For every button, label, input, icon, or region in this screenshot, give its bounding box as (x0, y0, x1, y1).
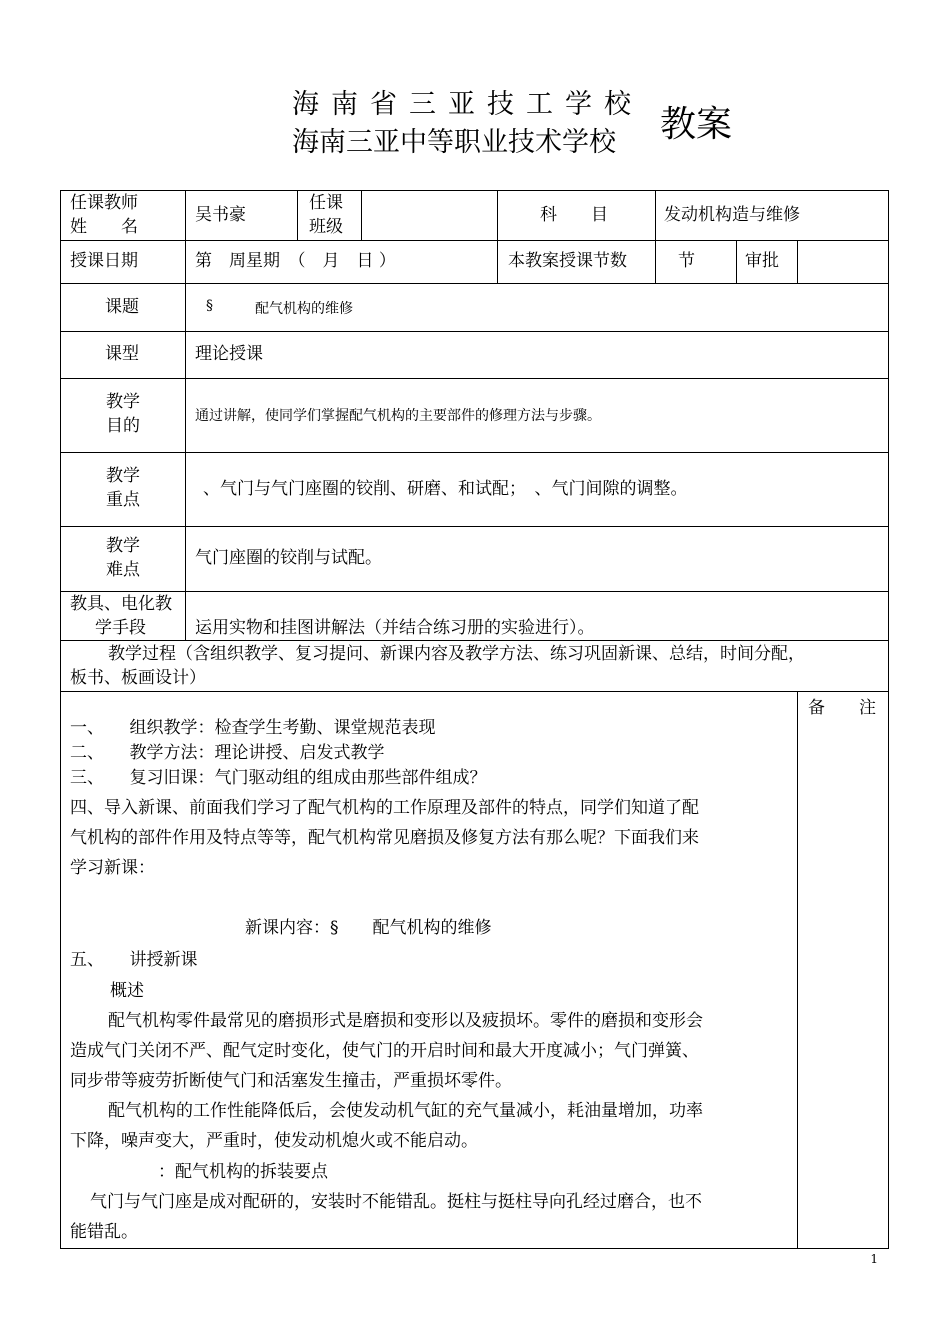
class-label: 任课 (309, 193, 343, 213)
topic-symbol: § (206, 298, 213, 314)
goal-label-2: 目的 (106, 416, 140, 436)
intro-paragraph: 四、导入新课、前面我们学习了配气机构的工作原理及部件的特点，同学们知道了配 (70, 798, 699, 818)
date-value: 第 周星期 （ 月 日 ） (195, 251, 396, 271)
tools-label-2: 学手段 (95, 618, 146, 638)
paragraph: 配气机构零件最常见的磨损形式是磨损和变形以及疲损坏。零件的磨损和变形会 (108, 1011, 703, 1031)
subheading: ：配气机构的拆装要点 (158, 1162, 328, 1182)
difficulty-value: 气门座圈的铰削与试配。 (195, 548, 382, 568)
document-type: 教案 (660, 104, 733, 145)
list-item: 二、 教学方法：理论讲授、启发式教学 (70, 743, 385, 763)
tools-value: 运用实物和挂图讲解法（并结合练习册的实验进行）。 (195, 618, 595, 638)
goal-value: 通过讲解，使同学们掌握配气机构的主要部件的修理方法与步骤。 (195, 408, 601, 424)
remark-label: 备 注 (808, 698, 876, 718)
topic-value: 配气机构的维修 (255, 301, 353, 317)
school-name-line1: 海南省三亚技工学校 (292, 89, 643, 120)
subject-value: 发动机构造与维修 (664, 205, 800, 225)
paragraph: 气门与气门座是成对配研的，安装时不能错乱。挺柱与挺柱导向孔经过磨合，也不 (90, 1192, 702, 1212)
approve-label: 审批 (745, 251, 779, 271)
key-points-label-2: 重点 (106, 490, 140, 510)
teacher-label: 任课教师 (70, 193, 138, 213)
teacher-name: 吴书豪 (195, 205, 246, 225)
lesson-type-label: 课型 (105, 344, 139, 364)
page-number: 1 (870, 1252, 878, 1266)
key-points-label: 教学 (106, 466, 140, 486)
paragraph: 配气机构的工作性能降低后，会使发动机气缸的充气量减小，耗油量增加，功率 (108, 1101, 703, 1121)
school-name-line2: 海南三亚中等职业技术学校 (292, 127, 616, 158)
difficulty-label-2: 难点 (106, 560, 140, 580)
class-label-2: 班级 (309, 217, 343, 237)
lesson-type-value: 理论授课 (195, 344, 263, 364)
section-heading: 五、 讲授新课 (70, 950, 198, 970)
process-heading: 教学过程（含组织教学、复习提问、新课内容及教学方法、练习巩固新课、总结，时间分配， (108, 644, 805, 664)
topic-label: 课题 (105, 297, 139, 317)
periods-unit: 节 (678, 251, 695, 271)
list-item: 一、 组织教学：检查学生考勤、课堂规范表现 (70, 718, 436, 738)
subject-label: 科 目 (540, 205, 608, 225)
overview-heading: 概述 (110, 981, 144, 1001)
intro-paragraph-2: 气机构的部件作用及特点等等，配气机构常见磨损及修复方法有那么呢？下面我们来 (70, 828, 699, 848)
paragraph: 能错乱。 (70, 1222, 138, 1242)
paragraph: 同步带等疲劳折断使气门和活塞发生撞击，严重损坏零件。 (70, 1071, 512, 1091)
teacher-label-2: 姓 名 (70, 217, 138, 237)
goal-label: 教学 (106, 392, 140, 412)
process-heading-2: 板书、板画设计） (70, 668, 206, 688)
list-item: 三、 复习旧课：气门驱动组的组成由那些部件组成？ (70, 768, 487, 788)
date-label: 授课日期 (70, 251, 138, 271)
periods-label: 本教案授课节数 (508, 251, 627, 271)
new-lesson-title: 新课内容：§ 配气机构的维修 (245, 918, 492, 938)
intro-paragraph-3: 学习新课： (70, 858, 155, 878)
paragraph: 造成气门关闭不严、配气定时变化，使气门的开启时间和最大开度减小；气门弹簧、 (70, 1041, 699, 1061)
tools-label: 教具、电化教 (70, 594, 172, 614)
paragraph: 下降，噪声变大，严重时，使发动机熄火或不能启动。 (70, 1131, 478, 1151)
key-points-value: 、气门与气门座圈的铰削、研磨、和试配； 、气门间隙的调整。 (203, 479, 688, 499)
difficulty-label: 教学 (106, 536, 140, 556)
